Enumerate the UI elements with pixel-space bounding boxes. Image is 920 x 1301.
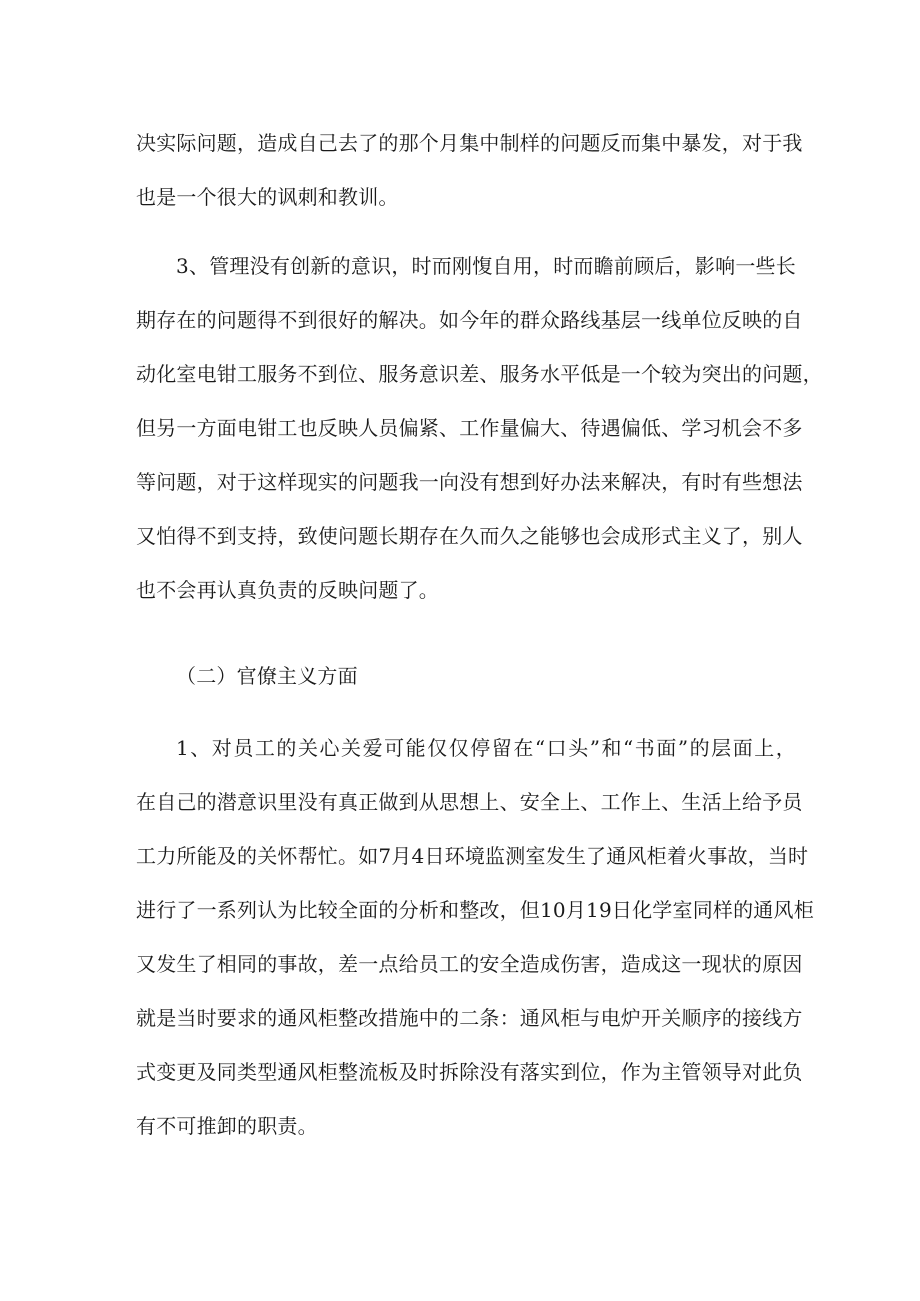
- paragraph-line: 又发生了相同的事故，差一点给员工的安全造成伤害，造成这一现状的原因: [136, 952, 803, 976]
- paragraph-line: 决实际问题，造成自己去了的那个月集中制样的问题反而集中暴发，对于我: [136, 131, 803, 155]
- paragraph-line: 等问题，对于这样现实的问题我一向没有想到好办法来解决，有时有些想法: [136, 470, 803, 494]
- paragraph-line: 进行了一系列认为比较全面的分析和整改，但10月19日化学室同样的通风柜: [136, 898, 814, 922]
- paragraph-line: 但另一方面电钳工也反映人员偏紧、工作量偏大、待遇偏低、学习机会不多: [136, 416, 803, 440]
- paragraph-line: 又怕得不到支持，致使问题长期存在久而久之能够也会成形式主义了，别人: [136, 524, 803, 548]
- paragraph-line: 就是当时要求的通风柜整改措施中的二条：通风柜与电炉开关顺序的接线方: [136, 1006, 803, 1030]
- paragraph-line: 也是一个很大的讽刺和教训。: [136, 185, 399, 209]
- paragraph-line: 1、对员工的关心关爱可能仅仅停留在“口头”和“书面”的层面上，: [176, 736, 796, 760]
- paragraph-line: 也不会再认真负责的反映问题了。: [136, 578, 439, 602]
- paragraph-line: 3、管理没有创新的意识，时而刚愎自用，时而瞻前顾后，影响一些长: [176, 254, 796, 278]
- paragraph-line: 在自己的潜意识里没有真正做到从思想上、安全上、工作上、生活上给予员: [136, 790, 803, 814]
- paragraph-line: 工力所能及的关怀帮忙。如7月4日环境监测室发生了通风柜着火事故，当时: [136, 844, 809, 868]
- paragraph-line: 有不可推卸的职责。: [136, 1114, 318, 1138]
- paragraph-line: 式变更及同类型通风柜整流板及时拆除没有落实到位，作为主管领导对此负: [136, 1060, 803, 1084]
- section-heading: （二）官僚主义方面: [176, 664, 358, 688]
- paragraph-line: 动化室电钳工服务不到位、服务意识差、服务水平低是一个较为突出的问题，: [136, 362, 823, 386]
- paragraph-line: 期存在的问题得不到很好的解决。如今年的群众路线基层一线单位反映的自: [136, 308, 803, 332]
